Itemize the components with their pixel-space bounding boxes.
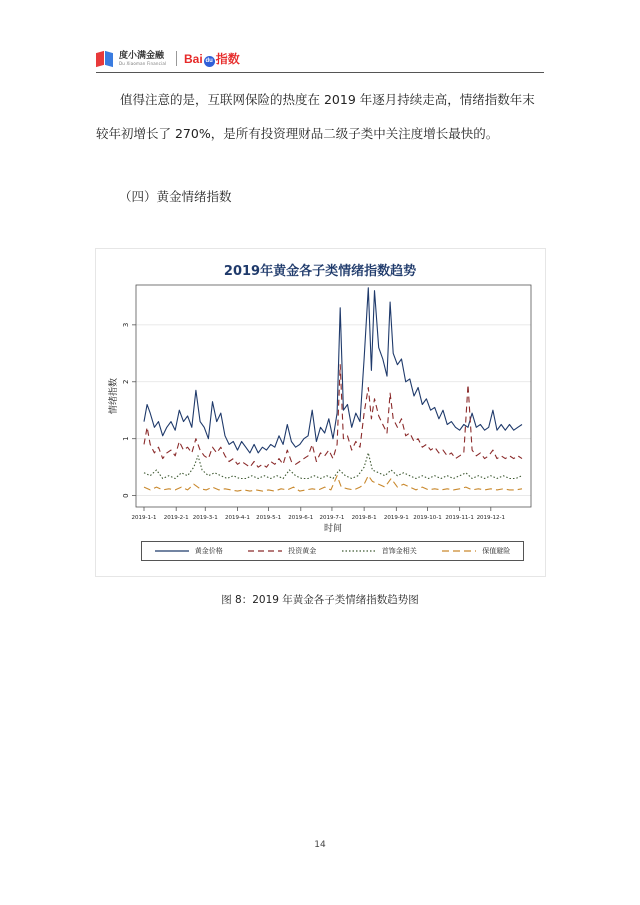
x-tick-label: 2019-6-1 — [288, 515, 314, 521]
section-heading: （四）黄金情绪指数 — [119, 189, 232, 204]
y-tick-label: 2 — [122, 379, 130, 385]
duxiaoman-mark-icon — [96, 52, 114, 66]
paragraph-line-2: 较年初增长了 270%，是所有投资理财品二级子类中关注度增长最快的。 — [96, 126, 499, 141]
baidu-index-logo: Bai du 指数 — [184, 52, 240, 66]
chart-legend — [141, 541, 524, 561]
duxiaoman-logo — [96, 52, 166, 66]
legend-label: 首饰金相关 — [381, 547, 417, 555]
header-rule — [96, 72, 544, 73]
legend-label: 保值避险 — [482, 547, 511, 555]
x-tick-label: 2019-8-1 — [351, 515, 377, 521]
x-tick-label: 2019-5-1 — [256, 515, 282, 521]
x-tick-label: 2019-3-1 — [192, 515, 218, 521]
legend-label: 黄金价格 — [194, 547, 223, 555]
x-tick-label: 2019-4-1 — [224, 515, 250, 521]
legend-item — [248, 546, 316, 556]
x-tick-label: 2019-9-1 — [383, 515, 409, 521]
x-tick-label: 2019-1-1 — [131, 515, 157, 521]
chart-canvas — [96, 249, 545, 576]
y-tick-label: 3 — [122, 322, 130, 328]
y-axis-label: 情绪指数 — [109, 377, 119, 415]
paragraph-line-1: 值得注意的是，互联网保险的热度在 2019 年逐月持续走高，情绪指数年末 — [120, 92, 535, 107]
legend-item — [155, 546, 223, 556]
duxiaoman-english-name: Du Xiaoman Financial — [119, 61, 167, 66]
page-header — [96, 48, 544, 74]
page-number: 14 — [314, 840, 326, 850]
legend-label: 投资黄金 — [288, 547, 317, 555]
legend-item — [442, 546, 510, 556]
legend-item — [342, 546, 417, 556]
series-line — [144, 453, 522, 479]
y-tick-label: 0 — [122, 493, 130, 498]
chart-title: 2019年黄金各子类情绪指数趋势 — [223, 264, 417, 279]
baidu-paw-icon: du — [204, 56, 215, 67]
gold-sentiment-chart — [95, 248, 546, 577]
x-tick-label: 2019-10-1 — [413, 515, 442, 521]
x-tick-label: 2019-11-1 — [445, 515, 474, 521]
x-axis-label: 时间 — [323, 524, 343, 534]
duxiaoman-name: 度小满金融 — [119, 51, 165, 61]
x-tick-label: 2019-2-1 — [163, 515, 189, 521]
figure-caption: 图 8：2019 年黄金各子类情绪指数趋势图 — [221, 594, 419, 606]
header-divider — [176, 51, 177, 66]
x-tick-label: 2019-7-1 — [319, 515, 345, 521]
x-tick-label: 2019-12-1 — [476, 515, 506, 521]
y-tick-label: 1 — [122, 436, 130, 441]
series-line — [144, 365, 522, 468]
